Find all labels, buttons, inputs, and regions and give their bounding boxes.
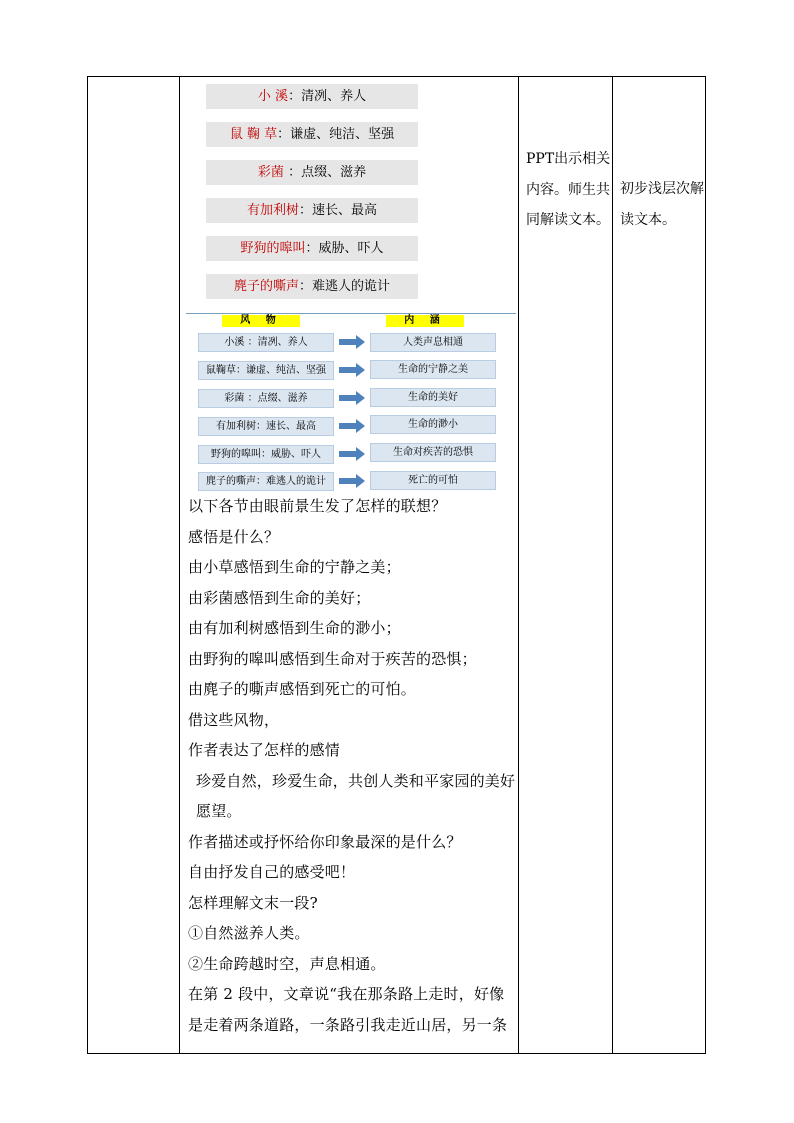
answer-line: ①自然滋养人类。 xyxy=(188,924,310,942)
word-tile: 彩菌 ：点缀、滋养 xyxy=(206,160,418,185)
word-tile: 小 溪：清冽、养人 xyxy=(206,84,418,109)
question-line: 以下各节由眼前景生发了怎样的联想？ xyxy=(188,497,447,515)
arrow-right-icon xyxy=(339,474,365,488)
question-line: 作者描述或抒怀给你印象最深的是什么？ xyxy=(188,832,462,851)
word-tile: 有加利树：速长、最高 xyxy=(206,198,418,223)
arrow-right-icon xyxy=(339,419,365,433)
meaning-box: 生命的美好 xyxy=(370,388,496,407)
scenery-box: 小溪 ：清冽、养人 xyxy=(198,333,334,352)
word-tile: 麂子的嘶声：难逃人的诡计 xyxy=(206,274,418,299)
meaning-box: 生命的宁静之美 xyxy=(370,360,496,379)
header-scenery: 风 物 xyxy=(222,315,300,327)
scenery-box: 野狗的嗥叫：威胁、吓人 xyxy=(198,445,334,464)
answer-line: 由有加利树感悟到生命的渺小； xyxy=(188,619,401,637)
question-line: 怎样理解文末一段? xyxy=(188,893,318,912)
content-cell xyxy=(180,77,518,1053)
lesson-text xyxy=(188,491,518,1040)
meaning-box: 生命对疾苦的恐惧 xyxy=(370,443,496,462)
scenery-box: 彩菌 ：点缀、滋养 xyxy=(198,389,334,408)
word-tile: 野狗的嗥叫：威胁、吓人 xyxy=(206,236,418,261)
teacher-activity-cell xyxy=(519,77,612,1053)
meaning-box: 人类声息相通 xyxy=(370,333,496,352)
paragraph-line: 在第 2 段中，文章说“我在那条路上走时，好像是走着两条道路，一条路引我走近山居，另一条 xyxy=(188,985,508,1034)
scenery-box: 麂子的嘶声：难逃人的诡计 xyxy=(198,472,334,491)
answer-line: 由彩菌感悟到生命的美好； xyxy=(188,588,371,607)
arrow-right-icon xyxy=(339,335,365,349)
answer-line: 由小草感悟到生命的宁静之美； xyxy=(188,558,401,576)
question-line: 借这些风物， xyxy=(188,710,280,729)
stage-cell xyxy=(88,77,179,1053)
student-activity-text: 初步浅层次解读文本。 xyxy=(620,181,704,228)
teacher-activity-text: PPT出示相关内容。师生共同解读文本。 xyxy=(526,151,611,228)
prompt-line: 自由抒发自己的感受吧！ xyxy=(188,863,356,881)
header-meaning: 内 涵 xyxy=(386,315,464,327)
lesson-table xyxy=(87,76,706,1054)
arrow-right-icon xyxy=(339,447,365,461)
arrow-right-icon xyxy=(339,363,365,377)
answer-line: 由麂子的嘶声感悟到死亡的可怕。 xyxy=(188,680,417,698)
word-tiles-image xyxy=(186,77,516,305)
scenery-box: 鼠鞠草：谦虚、纯洁、坚强 xyxy=(198,361,334,380)
question-line: 感悟是什么？ xyxy=(188,527,280,546)
meaning-box: 死亡的可怕 xyxy=(370,471,496,490)
mapping-image xyxy=(186,314,504,490)
meaning-box: 生命的渺小 xyxy=(370,415,496,434)
word-tile: 鼠 鞠 草：谦虚、纯洁、坚强 xyxy=(206,122,418,147)
answer-line: ②生命跨越时空，声息相通。 xyxy=(188,954,386,973)
answer-line: 由野狗的嗥叫感悟到生命对于疾苦的恐惧； xyxy=(188,649,477,668)
student-activity-cell xyxy=(613,77,705,1053)
arrow-right-icon xyxy=(339,391,365,405)
question-line: 作者表达了怎样的感情 xyxy=(188,741,341,759)
scenery-box: 有加利树：速长、最高 xyxy=(198,417,334,436)
answer-line: 珍爱自然，珍爱生命，共创人类和平家园的美好愿望。 xyxy=(196,771,516,820)
